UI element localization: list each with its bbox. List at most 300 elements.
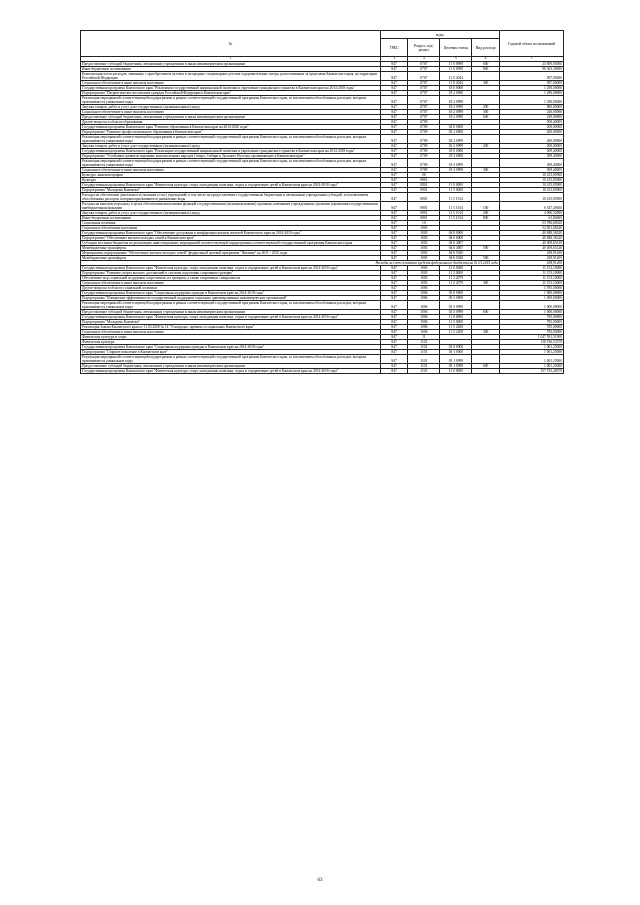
cell-sum: 10 415,85900	[499, 182, 563, 187]
cell-grbs: 847	[380, 220, 407, 225]
cell-grbs: 847	[380, 265, 407, 270]
cell-cel: 11 0 0999	[440, 66, 472, 71]
table-row	[81, 368, 564, 373]
col-index: 6	[472, 57, 499, 62]
note-sum: 438,91200	[499, 260, 563, 265]
cell-name: Иные бюджетные ассигнования	[81, 66, 381, 71]
cell-grbs: 847	[380, 275, 407, 280]
cell-grbs: 847	[380, 85, 407, 90]
cell-name: Государственная программа Камчатского края "Социальная поддержка граждан в Камчатском крае на 2014-2018 годы"	[81, 344, 381, 349]
cell-sum: 10 415,85900	[499, 192, 563, 201]
cell-grbs: 847	[380, 324, 407, 329]
cell-vid: 200	[472, 104, 499, 109]
cell-name: Реализация мероприятий соответствующей подпрограммы в рамках соответствующей государственной программы Камчатского края, за исключением обособленных расходов, которым присваиваются уникальные коды	[81, 95, 381, 104]
cell-name: Подпрограмма "Старшее поколение в Камчатском крае"	[81, 349, 381, 354]
cell-sum: 509,40000	[499, 119, 563, 124]
cell-razd: 0709	[408, 143, 440, 148]
cell-cel: 11 2 0000	[440, 270, 472, 275]
cell-sum: 1 290,00000	[499, 90, 563, 95]
cell-cel: 03 1 0999	[440, 354, 472, 363]
cell-name: Физическая культура и спорт	[81, 334, 381, 339]
cell-vid	[472, 354, 499, 363]
cell-grbs: 847	[380, 104, 407, 109]
cell-cel: 18 2 0999	[440, 104, 472, 109]
cell-sum: 785,00000	[499, 319, 563, 324]
cell-name: Межбюджетные трансферты	[81, 245, 381, 250]
table-row	[81, 300, 564, 309]
cell-sum: 1 001,25000	[499, 363, 563, 368]
cell-vid: 600	[472, 363, 499, 368]
cell-razd: 0707	[408, 61, 440, 66]
cell-grbs: 847	[380, 90, 407, 95]
cell-sum: 438,91200	[499, 255, 563, 260]
cell-razd: 1006	[408, 319, 440, 324]
cell-vid: 300	[472, 109, 499, 114]
cell-grbs: 847	[380, 177, 407, 182]
cell-sum: 200,00000	[499, 134, 563, 143]
cell-name: Межбюджетные трансферты	[81, 255, 381, 260]
cell-name: Социальное обеспечение населения	[81, 225, 381, 230]
cell-grbs: 847	[380, 255, 407, 260]
cell-razd: 0707	[408, 80, 440, 85]
cell-razd: 1003	[408, 255, 440, 260]
cell-name: Государственная программа Камчатского края "Физическая культура, спорт, молодежная политика, отдых и оздоровление детей в Камчатском крае на 2014-2018 годы"	[81, 182, 381, 187]
cell-vid: 600	[472, 309, 499, 314]
cell-cel: 18 3 0000	[440, 153, 472, 158]
cell-vid: 600	[472, 114, 499, 119]
cell-razd: 11	[408, 334, 440, 339]
cell-vid: 800	[472, 66, 499, 71]
cell-sum: 10 415,85900	[499, 177, 563, 182]
cell-vid: 300	[472, 280, 499, 285]
cell-grbs: 847	[380, 240, 407, 245]
cell-name: Физическая культура	[81, 339, 381, 344]
cell-razd: 1006	[408, 300, 440, 309]
cell-sum: 40 848,36320	[499, 235, 563, 240]
cell-cel: 11 5 0000	[440, 319, 472, 324]
cell-sum: 1 290,00000	[499, 95, 563, 104]
cell-razd: 0801	[408, 182, 440, 187]
cell-razd: 0707	[408, 90, 440, 95]
cell-grbs: 847	[380, 210, 407, 215]
cell-cel: 03 5 0999	[440, 300, 472, 309]
cell-vid	[472, 368, 499, 373]
cell-grbs: 847	[380, 285, 407, 290]
cell-razd: 1006	[408, 309, 440, 314]
cell-grbs: 847	[380, 230, 407, 235]
cell-razd: 1101	[408, 354, 440, 363]
cell-sum: 587,00000	[499, 71, 563, 80]
cell-sum: 309,40000	[499, 167, 563, 172]
cell-grbs: 847	[380, 182, 407, 187]
cell-sum: 1 000,00000	[499, 309, 563, 314]
header-number: №	[81, 31, 381, 57]
cell-name: Подпрограмма "Патриотическое воспитание граждан Российской Федерации в Камчатском крае"	[81, 90, 381, 95]
cell-grbs: 847	[380, 344, 407, 349]
cell-razd: 0709	[408, 148, 440, 153]
cell-razd: 1101	[408, 339, 440, 344]
cell-name: Государственная программа Камчатского края "Реализация государственной национальной политики и укрепление гражданского единства в Камчатском крае на 2014-2018 годы"	[81, 148, 381, 153]
cell-sum: 200,00000	[499, 129, 563, 134]
cell-sum: 309,40000	[499, 153, 563, 158]
cell-sum: 309,40000	[499, 158, 563, 167]
cell-name: Социальное обеспечение и иные выплаты населению	[81, 280, 381, 285]
cell-name: Другие вопросы в области образования	[81, 119, 381, 124]
cell-grbs: 847	[380, 363, 407, 368]
cell-razd: 1006	[408, 329, 440, 334]
cell-grbs: 847	[380, 61, 407, 66]
cell-razd: 0801	[408, 192, 440, 201]
cell-name: Подпрограмма "Развитие профессионального образования в Камчатском крае"	[81, 129, 381, 134]
cell-name: Предоставление субсидий бюджетным, автономным учреждениям и иным некоммерческим организациям	[81, 61, 381, 66]
cell-cel: 18 2 0999	[440, 109, 472, 114]
cell-cel: 11 0 2044	[440, 80, 472, 85]
cell-razd: 1101	[408, 363, 440, 368]
cell-cel: 02 2 0000	[440, 129, 472, 134]
cell-sum: 23 690,05000	[499, 61, 563, 66]
cell-sum: 785,00000	[499, 329, 563, 334]
cell-name: Социальная политика	[81, 220, 381, 225]
cell-sum: 1 000,00000	[499, 295, 563, 300]
cell-razd: 1101	[408, 368, 440, 373]
cell-vid	[472, 134, 499, 143]
cell-grbs: 847	[380, 187, 407, 192]
cell-sum: 53 786,68320	[499, 220, 563, 225]
cell-name: Государственная программа Камчатского края "Развитие образования в Камчатском крае на 2014-2020 годы"	[81, 124, 381, 129]
page-number: 63	[317, 878, 323, 883]
cell-razd: 1003	[408, 225, 440, 230]
cell-sum: 800,00000	[499, 104, 563, 109]
cell-name: Подпрограмма "Развитие спорта высших достижений и системы подготовки спортивного резерва"	[81, 270, 381, 275]
cell-sum: 6 347,49300	[499, 201, 563, 210]
cell-cel: 11 0 0000	[440, 368, 472, 373]
cell-cel: 04 6 5020	[440, 255, 472, 260]
cell-cel: 02 0 0000	[440, 124, 472, 129]
cell-name: Подпрограмма "Молодежь Камчатки"	[81, 187, 381, 192]
cell-cel: 11 0 0000	[440, 314, 472, 319]
cell-vid	[472, 71, 499, 80]
cell-cel: 11 5 1014	[440, 201, 472, 210]
cell-sum: 10 415,85900	[499, 187, 563, 192]
cell-grbs: 847	[380, 192, 407, 201]
cell-cel: 03 0 0000	[440, 290, 472, 295]
cell-sum: 40 848,36320	[499, 230, 563, 235]
cell-razd: 0801	[408, 210, 440, 215]
cell-sum: 587,00000	[499, 80, 563, 85]
cell-grbs: 847	[380, 95, 407, 104]
cell-sum: 40 409,65120	[499, 240, 563, 245]
cell-name: Закупка товаров, работ и услуг для государственных (муниципальных) нужд	[81, 143, 381, 148]
cell-grbs: 847	[380, 158, 407, 167]
cell-sum: 1 000,00000	[499, 300, 563, 309]
cell-sum: 309,40000	[499, 148, 563, 153]
cell-razd: 10	[408, 220, 440, 225]
cell-cel: 18 2 0999	[440, 114, 472, 119]
cell-vid	[472, 192, 499, 201]
cell-name: Подпрограмма "Повышение эффективности государственной поддержки социально ориентированных некоммерческих организаций"	[81, 295, 381, 300]
cell-cel: 11 0 0999	[440, 61, 472, 66]
cell-sum: 10 415,85900	[499, 172, 563, 177]
cell-sum: 11 153,10000	[499, 280, 563, 285]
cell-name: Иные бюджетные ассигнования	[81, 215, 381, 220]
cell-grbs: 847	[380, 235, 407, 240]
cell-vid	[472, 95, 499, 104]
cell-cel: 11 5 1014	[440, 192, 472, 201]
cell-grbs: 847	[380, 134, 407, 143]
cell-sum: 1 785,00000	[499, 285, 563, 290]
cell-cel: 11 0 0000	[440, 265, 472, 270]
cell-cel: 18 2 0000	[440, 90, 472, 95]
cell-name: Государственная программа Камчатского края "Реализация государственной национальной политики и укрепление гражданского единства в Камчатском крае на 2014-2018 годы"	[81, 85, 381, 90]
cell-sum: 1 001,25000	[499, 354, 563, 363]
cell-cel: 18 0 0000	[440, 148, 472, 153]
cell-grbs: 847	[380, 143, 407, 148]
cell-razd: 0709	[408, 129, 440, 134]
cell-cel: 03 5 0000	[440, 295, 472, 300]
cell-name: Предоставление субсидий бюджетным, автономным учреждениям и иным некоммерческим организациям	[81, 309, 381, 314]
cell-vid: 300	[472, 167, 499, 172]
cell-cel: 03 0 0000	[440, 344, 472, 349]
cell-cel: 04 6 4007	[440, 240, 472, 245]
cell-cel: 04 6 5020	[440, 250, 472, 255]
cell-sum: 1 001,25000	[499, 344, 563, 349]
cell-sum: 11 153,10000	[499, 265, 563, 270]
table-row	[81, 192, 564, 201]
cell-sum: 11 153,10000	[499, 270, 563, 275]
cell-grbs: 847	[380, 339, 407, 344]
cell-sum: 4 006,52000	[499, 210, 563, 215]
cell-grbs: 847	[380, 119, 407, 124]
cell-grbs: 847	[380, 245, 407, 250]
header-codes: коды	[380, 31, 499, 39]
budget-table	[80, 30, 564, 374]
table-row	[81, 134, 564, 143]
cell-name: Социальное обеспечение и иные выплаты населению	[81, 109, 381, 114]
cell-grbs: 847	[380, 66, 407, 71]
cell-vid: 100	[472, 201, 499, 210]
cell-cel: 04 0 0000	[440, 230, 472, 235]
cell-sum: 96 363,30000	[499, 66, 563, 71]
cell-grbs: 847	[380, 250, 407, 255]
cell-razd: 0707	[408, 109, 440, 114]
cell-name: Государственная программа Камчатского края "Физическая культура, спорт, молодежная политика, отдых и оздоровление детей в Камчатском крае на 2014-2018 годы"	[81, 314, 381, 319]
cell-sum: 1 290,00000	[499, 85, 563, 90]
cell-sum: 157 195,28379	[499, 368, 563, 373]
cell-sum: 250,00000	[499, 114, 563, 119]
cell-razd: 1003	[408, 240, 440, 245]
cell-grbs: 847	[380, 129, 407, 134]
cell-vid: 500	[472, 245, 499, 250]
cell-name: Подпрограмма "Молодежь Камчатки"	[81, 319, 381, 324]
cell-name: Предоставление субсидий бюджетным, автономным учреждениям и иным некоммерческим организациям	[81, 114, 381, 119]
col-index: 3	[380, 57, 407, 62]
cell-name: Реализация мероприятий соответствующей подпрограммы в рамках соответствующей государственной программы Камчатского края, за исключением обособленных расходов, которым присваиваются уникальные коды	[81, 354, 381, 363]
cell-razd: 0801	[408, 215, 440, 220]
cell-name: Закупка товаров, работ и услуг для государственных (муниципальных) нужд	[81, 104, 381, 109]
cell-razd: 1003	[408, 270, 440, 275]
cell-grbs: 847	[380, 109, 407, 114]
cell-name: Культура, кинематография	[81, 172, 381, 177]
cell-razd: 0801	[408, 201, 440, 210]
cell-cel: 11 5 1014	[440, 215, 472, 220]
cell-sum: 158 196,53379	[499, 339, 563, 344]
cell-name: Мероприятия подпрограммы "Обеспечение жильем молодых семей" федеральной целевой программы "Жилище" на 2011 - 2015 годы	[81, 250, 381, 255]
cell-razd: 0707	[408, 104, 440, 109]
table-body	[81, 61, 564, 373]
cell-cel: 11 5 2208	[440, 329, 472, 334]
cell-grbs: 847	[380, 167, 407, 172]
cell-grbs: 847	[380, 349, 407, 354]
cell-grbs: 847	[380, 172, 407, 177]
cell-name: Реализация мероприятий соответствующей подпрограммы в рамках соответствующей государственной программы Камчатского края, за исключением обособленных расходов, которым присваиваются уникальные коды	[81, 158, 381, 167]
cell-cel: 18 3 0999	[440, 167, 472, 172]
cell-cel: 11 0 0000	[440, 182, 472, 187]
table-row	[81, 354, 564, 363]
cell-grbs: 847	[380, 215, 407, 220]
cell-razd: 1003	[408, 230, 440, 235]
cell-cel: 11 5 1014	[440, 210, 472, 215]
cell-cel: 03 1 0000	[440, 349, 472, 354]
cell-grbs: 847	[380, 329, 407, 334]
cell-grbs: 847	[380, 314, 407, 319]
cell-vid: 800	[472, 215, 499, 220]
cell-razd: 1006	[408, 290, 440, 295]
cell-name: Государственная программа Камчатского края "Физическая культура, спорт, молодежная политика, отдых и оздоровление детей в Камчатском крае на 2014-2018 годы"	[81, 368, 381, 373]
cell-cel: 11 2 2079	[440, 275, 472, 280]
cell-name: Предоставление субсидий бюджетным, автономным учреждениям и иным некоммерческим организациям	[81, 363, 381, 368]
cell-name: Государственная программа Камчатского края "Физическая культура, спорт, молодежная политика, отдых и оздоровление детей в Камчатском крае на 2014-2018 годы"	[81, 265, 381, 270]
col-index: 4	[408, 57, 440, 62]
cell-grbs: 847	[380, 368, 407, 373]
cell-razd: 1003	[408, 280, 440, 285]
cell-razd: 0709	[408, 153, 440, 158]
cell-razd: 1003	[408, 275, 440, 280]
cell-sum: 52 001,06320	[499, 225, 563, 230]
cell-razd: 1006	[408, 285, 440, 290]
cell-razd: 0707	[408, 95, 440, 104]
header-razdel: Раздел, под-раздел	[408, 39, 440, 57]
cell-razd: 0801	[408, 177, 440, 182]
cell-name: Реализация Закона Камчатского края от 11.03.2008 № 14 "О наградах, премиях и социальных Камчатского края"	[81, 324, 381, 329]
cell-razd: 1006	[408, 324, 440, 329]
cell-name: Субсидии местным бюджетам на реализацию инвестиционных мероприятий соответствующей подпрограммы соответствующей государственной программы Камчатского края	[81, 240, 381, 245]
cell-sum: 785,00000	[499, 324, 563, 329]
cell-razd: 0709	[408, 124, 440, 129]
cell-name: Подпрограмма "Устойчивое развитие коренных малочисленных народов Севера, Сибири и Дальнего Востока, проживающих в Камчатском крае"	[81, 153, 381, 158]
cell-name: Другие вопросы в области социальной политики	[81, 285, 381, 290]
col-index: 7	[499, 57, 563, 62]
note-text: Расходы за счет остатков средств федерального бюджета на 01.01.2015 года	[81, 260, 500, 265]
cell-razd: 1003	[408, 265, 440, 270]
cell-vid: 300	[472, 329, 499, 334]
cell-sum: 1 000,00000	[499, 290, 563, 295]
cell-grbs: 847	[380, 148, 407, 153]
cell-vid: 200	[472, 210, 499, 215]
cell-vid: 300	[472, 80, 499, 85]
cell-name: Социальное обеспечение и иные выплаты населению	[81, 80, 381, 85]
cell-name: Государственная программа Камчатского края "Социальная поддержка граждан в Камчатском крае на 2014-2018 годы"	[81, 290, 381, 295]
cell-sum: 40 409,65120	[499, 245, 563, 250]
cell-cel: 02 2 0999	[440, 134, 472, 143]
cell-sum: 438,91200	[499, 250, 563, 255]
cell-sum: 61,84600	[499, 215, 563, 220]
table-row	[81, 71, 564, 80]
cell-razd: 08	[408, 172, 440, 177]
cell-name: Расходы на обеспечение деятельности (оказание услуг) учреждений, в том числе на предоставление государственным бюджетным и автономным учреждениям субсидий, за исключением обособленных расходов, которым присваиваются уникальные коды	[81, 192, 381, 201]
cell-cel: 18 2 0999	[440, 95, 472, 104]
cell-vid	[472, 158, 499, 167]
cell-sum: 200,00000	[499, 124, 563, 129]
cell-name: Подпрограмма "Обеспечение жильем молодых семей в Камчатском крае"	[81, 235, 381, 240]
cell-grbs: 847	[380, 319, 407, 324]
table-row	[81, 158, 564, 167]
cell-grbs: 847	[380, 124, 407, 129]
cell-razd: 0709	[408, 158, 440, 167]
col-index: 1	[81, 57, 381, 62]
header-celevaya: Целевая статья	[440, 39, 472, 57]
cell-name: Компенсация части расходов, связанных с приобретением путевок в загородные стационарные детские оздоровительные лагеря, расположенные за пределами Камчатского края, на территории Российской Федерации	[81, 71, 381, 80]
cell-razd: 1006	[408, 295, 440, 300]
cell-grbs: 847	[380, 354, 407, 363]
cell-grbs: 847	[380, 334, 407, 339]
cell-grbs: 847	[380, 309, 407, 314]
cell-sum: 1 001,25000	[499, 349, 563, 354]
cell-cel: 11 5 0000	[440, 187, 472, 192]
cell-name: Культура	[81, 177, 381, 182]
cell-razd: 1006	[408, 314, 440, 319]
cell-grbs: 847	[380, 114, 407, 119]
cell-grbs: 847	[380, 153, 407, 158]
cell-cel: 03 1 0999	[440, 363, 472, 368]
cell-grbs: 847	[380, 290, 407, 295]
cell-razd: 0707	[408, 66, 440, 71]
table-header	[81, 31, 564, 62]
cell-name: Закупка товаров, работ и услуг для государственных (муниципальных) нужд	[81, 210, 381, 215]
cell-grbs: 847	[380, 300, 407, 309]
cell-sum: 1 047 591,51900	[499, 334, 563, 339]
cell-cel: 02 2 0999	[440, 143, 472, 148]
cell-cel: 11 5 2208	[440, 324, 472, 329]
cell-name: Обеспечение мер социальной поддержки спортсменов, их тренеров, а также спортивных специалистов	[81, 275, 381, 280]
cell-cel: 11 0 2044	[440, 71, 472, 80]
cell-sum: 200,00000	[499, 143, 563, 148]
cell-grbs: 847	[380, 80, 407, 85]
cell-razd: 1003	[408, 250, 440, 255]
cell-grbs: 847	[380, 280, 407, 285]
cell-cel: 04 6 0000	[440, 235, 472, 240]
header-grbs: ГРБС	[380, 39, 407, 57]
cell-razd: 0707	[408, 85, 440, 90]
cell-grbs: 847	[380, 225, 407, 230]
cell-razd: 0709	[408, 119, 440, 124]
header-annual-sum: Годовой объем ассигнований	[499, 31, 563, 57]
cell-razd: 0707	[408, 114, 440, 119]
cell-razd: 1003	[408, 245, 440, 250]
cell-grbs: 847	[380, 270, 407, 275]
cell-name: Государственная программа Камчатского края "Обеспечение доступным и комфортным жильем жителей Камчатского края на 2014-2018 годы"	[81, 230, 381, 235]
cell-name: Расходы на выплаты персоналу в целях обеспечения выполнения функций государственными (муниципальными) органами, казенными учреждениями, органами управления государственными внебюджетными фондами	[81, 201, 381, 210]
table-row	[81, 95, 564, 104]
cell-vid: 200	[472, 143, 499, 148]
cell-razd: 1101	[408, 344, 440, 349]
cell-razd: 1003	[408, 235, 440, 240]
cell-sum: 11 153,10000	[499, 275, 563, 280]
cell-razd: 0709	[408, 167, 440, 172]
cell-grbs: 847	[380, 295, 407, 300]
table-row	[81, 201, 564, 210]
cell-razd: 1101	[408, 349, 440, 354]
cell-vid	[472, 300, 499, 309]
